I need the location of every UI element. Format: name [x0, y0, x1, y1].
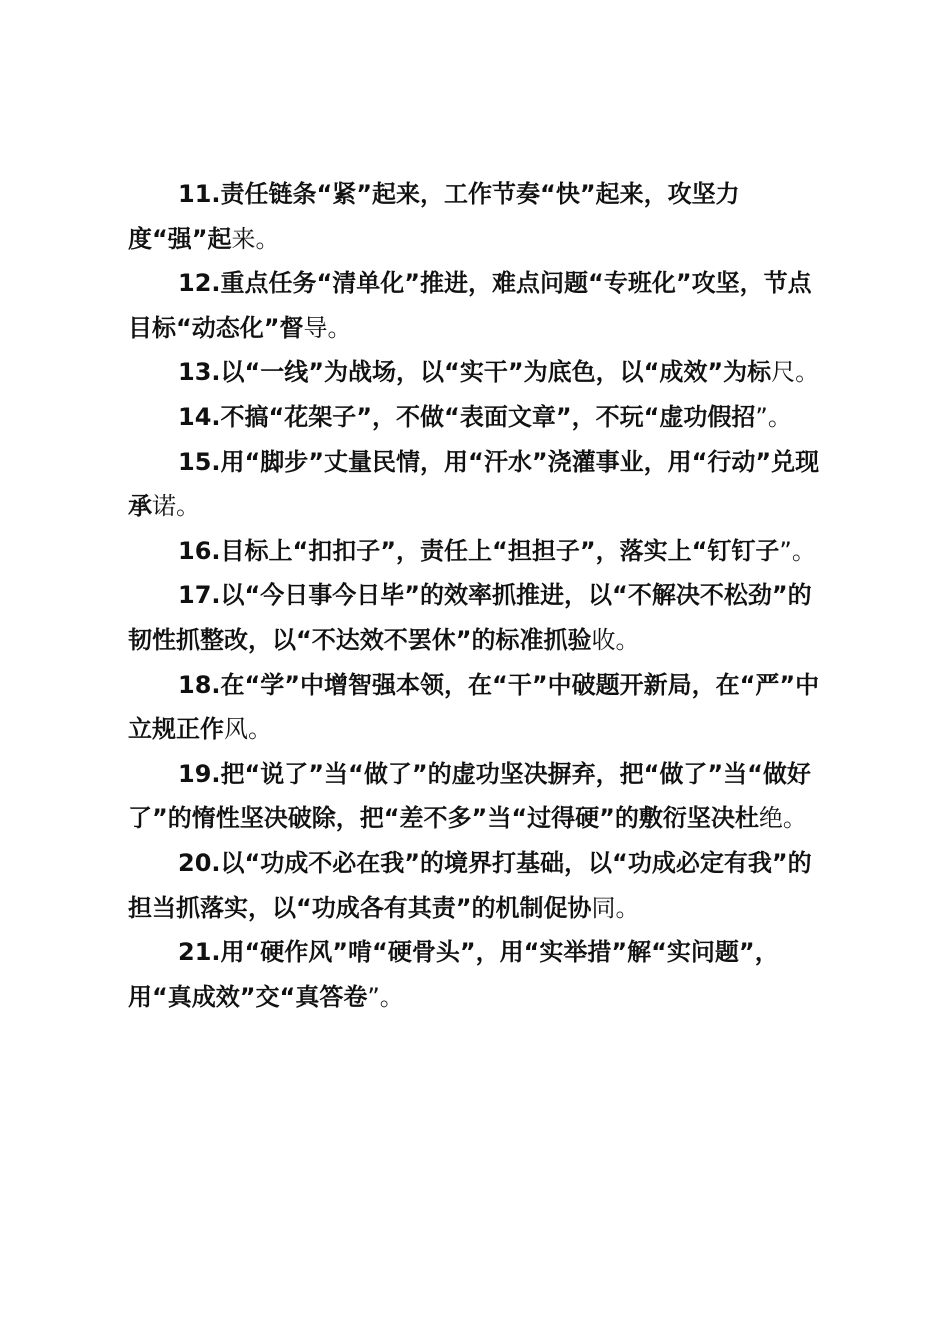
paragraph-16-tail: ”。 [779, 536, 816, 565]
paragraph-19-lead: 19.把“说了”当“做了”的虚功坚决摒弃，把“做了”当“做好了”的惰性坚决破除，把“差不多”当“过得硬”的敷衍坚决杜 [128, 759, 811, 833]
paragraph-15 [128, 440, 828, 529]
paragraph-14 [128, 395, 828, 440]
paragraph-17-lead: 17.以“今日事今日毕”的效率抓推进，以“不解决不松劲”的韧性抓整改，以“不达效不罢休”的标准抓验 [128, 581, 812, 654]
paragraph-16 [128, 529, 828, 574]
paragraph-18-tail: 风。 [224, 715, 272, 744]
paragraph-13-tail: 尺。 [771, 358, 820, 387]
paragraph-13 [128, 350, 828, 395]
paragraph-16-lead: 16.目标上“扣扣子”，责任上“担担子”，落实上“钉钉子 [178, 536, 780, 565]
paragraph-18-lead: 18.在“学”中增智强本领，在“干”中破题开新局，在“严”中立规正作 [128, 670, 820, 744]
paragraph-18 [128, 663, 828, 752]
paragraph-13-lead: 13.以“一线”为战场，以“实干”为底色，以“成效”为标 [178, 358, 772, 387]
paragraph-12-lead: 12.重点任务“清单化”推进，难点问题“专班化”攻坚，节点目标“动态化”督 [128, 269, 812, 342]
paragraph-14-tail: ”。 [755, 402, 792, 431]
paragraph-12-tail: 导。 [303, 313, 352, 342]
paragraph-17 [128, 573, 828, 662]
paragraph-20 [128, 841, 828, 930]
paragraph-14-lead: 14.不搞“花架子”，不做“表面文章”，不玩“虚功假招 [178, 402, 756, 431]
paragraph-15-tail: 诺。 [152, 492, 200, 521]
paragraph-20-lead: 20.以“功成不必在我”的境界打基础，以“功成必定有我”的担当抓落实，以“功成各有其责”的机制促协 [128, 848, 812, 922]
paragraph-11-lead: 11.责任链条“紧”起来，工作节奏“快”起来，攻坚力度“强”起 [128, 180, 740, 253]
paragraph-20-tail: 同。 [591, 893, 640, 922]
paragraph-15-lead: 15.用“脚步”丈量民情，用“汗水”浇灌事业，用“行动”兑现承 [128, 447, 820, 521]
paragraph-21-lead: 21.用“硬作风”啃“硬骨头”，用“实举措”解“实问题”，用“真成效”交“真答卷 [128, 938, 779, 1011]
paragraph-21 [128, 930, 828, 1019]
paragraph-11 [128, 172, 828, 261]
paragraph-12 [128, 261, 828, 350]
document-body [128, 172, 828, 1019]
paragraph-19-tail: 绝。 [758, 804, 807, 833]
paragraph-17-tail: 收。 [591, 625, 640, 654]
paragraph-19 [128, 752, 828, 841]
paragraph-11-tail: 来。 [231, 224, 280, 253]
paragraph-21-tail: ”。 [367, 982, 404, 1011]
